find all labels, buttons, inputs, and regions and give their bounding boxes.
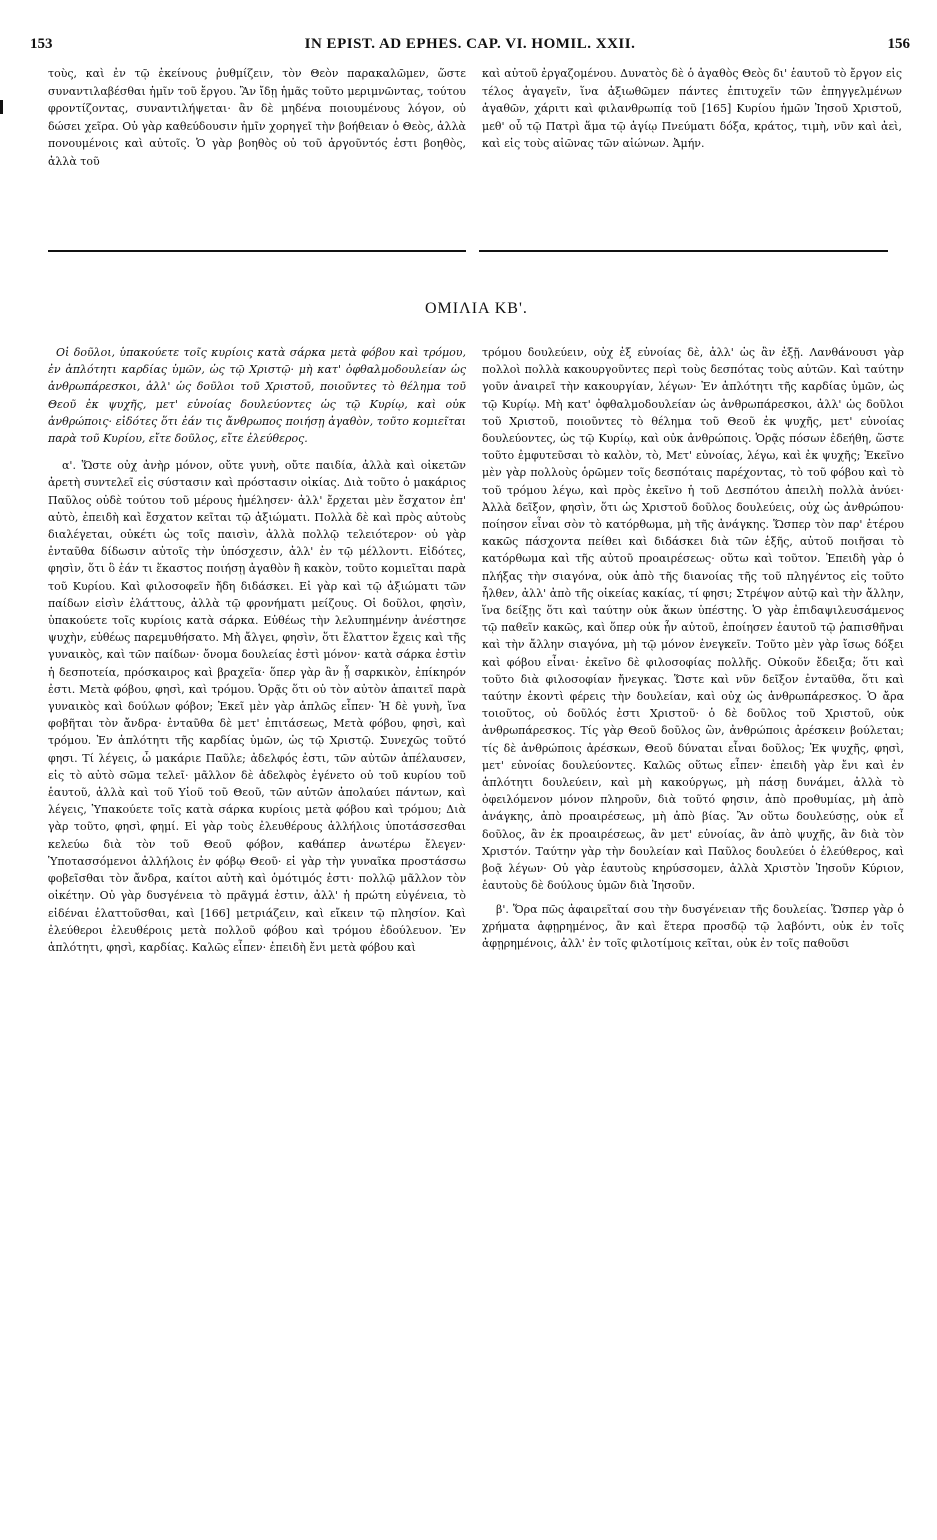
section-a-paragraph: α'. Ὥστε οὐχ ἀνὴρ μόνον, οὔτε γυνὴ, οὔτε παιδία, ἀλλὰ καὶ οἰκετῶν ἀρετὴ συντελεῖ εἰς σύστασιν καὶ πρόστασιν οἰκίας. Διὰ τοῦτο ὁ μακάριος Παῦλος οὐδὲ τούτου τοῦ μέρους ἠμέλησεν· ἀλλ' ἔρχεται μὲν ἔσχατον ἐπ' αὐτὸ, ἐπειδὴ καὶ ἔσχατον κεῖται τῷ ἀξιώματι. Πολλὰ δὲ καὶ πρὸς αὐτοὺς διαλέγεται, οὐκέτι ὡς τοῖς παισὶν, ἀλλὰ πολλῷ τελειότερον· οὐ γὰρ ἐνταῦθα δίδωσιν αὐτοῖς τὴν ὑπόσχεσιν, ἀλλ' ἐν τῷ μέλλοντι. Εἰδότες, φησὶν, ὅτι ὃ ἐάν τι ἕκαστος ποιήσῃ ἀγαθὸν ἢ κακὸν, τοῦτο κομιεῖται παρὰ τοῦ Κυρίου. Καὶ φιλοσοφεῖν ἤδη διδάσκει. Εἰ γὰρ καὶ τῷ ἀξιώματι τῶν παίδων εἰσὶν ἐλάττους, ἀλλὰ τῷ φρονήματι μείζους. Οἱ δοῦλοι, φησὶν, ὑπακούετε τοῖς κυρίοις κατὰ σάρκα. Εὐθέως τὴν λελυπημένην ἀνέστησε ψυχὴν, εὐθέως παρεμυθήσατο. Μὴ ἄλγει, φησὶν, ὅτι ἔλαττον ἔχεις καὶ τῆς γυναικὸς, καὶ τῶν παίδων· ὄνομα δουλείας ἐστὶ μόνον· κατὰ σάρκα ἐστὶν ἡ δεσποτεία, πρόσκαιρος καὶ βραχεῖα· ὅπερ γὰρ ἂν ᾖ σαρκικὸν, ἐπίκηρόν ἐστι. Μετὰ φόβου, φησὶ, καὶ τρόμου. Ὁρᾷς ὅτι οὐ τὸν αὐτὸν ἀπαιτεῖ παρὰ γυναικὸς καὶ δούλων φόβον; Ἐκεῖ μὲν γὰρ ἁπλῶς εἶπεν· Ἡ δὲ γυνὴ, ἵνα φοβῆται τὸν ἄνδρα· ἐνταῦθα δὲ μετ' ἐπιτάσεως, Μετὰ φόβου, φησὶ, καὶ τρόμου. Ἐν ἁπλότητι τῆς καρδίας ὑμῶν, ὡς τῷ Χριστῷ. Συνεχῶς τοῦτό φησι. Τί λέγεις, ὦ μακάριε Παῦλε; ἀδελφός ἐστι, τῶν αὐτῶν ἀπέλαυσεν, εἰς τὸ αὐτὸ σῶμα τελεῖ· μᾶλλον δὲ ἀδελφὸς ἐγένετο οὐ τοῦ κυρίου τοῦ ἑαυτοῦ, ἀλλὰ καὶ τοῦ Υἱοῦ τοῦ Θεοῦ, τῶν αὐτῶν ἀπολαύει πάντων, καὶ λέγεις, Ὑπακούετε τοῖς κατὰ σάρκα κυρίοις μετὰ φόβου καὶ τρόμου; Διὰ γὰρ τοῦτο, φησὶ, φημί. Εἰ γὰρ τοὺς ἐλευθέρους ἀλλήλοις ὑποτάσσεσθαι κελεύω διὰ τὸν τοῦ Θεοῦ φόβον, καθάπερ ἀνωτέρω ἔλεγεν· Ὑποτασσόμενοι ἀλλήλοις ἐν φόβῳ Θεοῦ· εἰ γὰρ τὴν γυναῖκα προστάσσω φοβεῖσθαι τὸν ἄνδρα, καίτοι αὐτὴ καὶ ὁμότιμός ἐστι· πολλῷ μᾶλλον τὸν οἰκέτην. Οὐ γὰρ δυσγένεια τὸ πρᾶγμά ἐστιν, ἀλλ' ἡ πρώτη εὐγένεια, τὸ εἰδέναι ἐλαττοῦσθαι, καὶ [166] μετριάζειν, καὶ εἴκειν τῷ πλησίον. Καὶ ἐλεύθεροι ἐλευθέροις μετὰ πολλοῦ φόβου καὶ τρόμου ἐδούλευον. Ἐν ἁπλότητι, φησὶ, καρδίας. Καλῶς εἶπεν· ἐπειδὴ ἔνι μετὰ φόβου καὶ — [48, 459, 466, 954]
section-divider-right — [479, 250, 888, 252]
top-right-paragraph: καὶ αὐτοῦ ἐργαζομένου. Δυνατὸς δὲ ὁ ἀγαθὸς Θεὸς δι' ἑαυτοῦ τὸ ἔργον εἰς τέλος ἀγαγεῖν, ἵνα ἀξιωθῶμεν πάντες ἐπιτυχεῖν τῶν ἐπηγγελμένων ἀγαθῶν, χάριτι καὶ φιλανθρωπίᾳ τοῦ [165] Κυρίου ἡμῶν Ἰησοῦ Χριστοῦ, μεθ' οὗ τῷ Πατρὶ ἅμα τῷ ἁγίῳ Πνεύματι δόξα, κράτος, τιμὴ, νῦν καὶ ἀεὶ, καὶ εἰς τοὺς αἰῶνας τῶν αἰώνων. Ἀμήν. — [482, 67, 902, 151]
running-header — [30, 36, 910, 58]
section-divider-left — [48, 250, 466, 252]
homily-title: ΟΜΙΛΙΑ ΚΒ'. — [425, 300, 528, 317]
bottom-left-column — [48, 344, 466, 956]
section-b-paragraph: β'. Ὅρα πῶς ἀφαιρεῖταί σου τὴν δυσγένειαν τῆς δουλείας. Ὥσπερ γὰρ ὁ χρήματα ἀφῃρημένος, ἂν καὶ ἕτερα προσδῷ τῷ λαβόντι, οὐκ ἐν τοῖς ἀφῃρημένοις, ἀλλ' ἐν τοῖς φιλοτίμοις κεῖται, οὐκ ἐν τοῖς παθοῦσι — [482, 902, 904, 950]
top-right-column — [482, 65, 902, 153]
page-number-left: 153 — [30, 36, 53, 52]
margin-mark — [0, 100, 3, 114]
bottom-right-column — [482, 344, 904, 952]
page-number-right: 156 — [887, 36, 910, 52]
top-left-paragraph: τοὺς, καὶ ἐν τῷ ἐκείνους ῥυθμίζειν, τὸν Θεὸν παρακαλῶμεν, ὥστε συναντιλαβέσθαι ἡμῖν τοῦ ἔργου. Ἂν ἴδῃ ἡμᾶς τοῦτο μεριμνῶντας, τούτου φροντίζοντας, συναντιλήψεται· ἂν δὲ μηδένα ποιουμένους λόγον, οὐ δώσει χεῖρα. Οὐ γὰρ καθεύδουσιν ἡμῖν χορηγεῖ τὴν βοήθειαν ὁ Θεὸς, ἀλλὰ πονουμένοις καὶ αὐτοῖς. Ὁ γὰρ βοηθὸς οὐ τοῦ ἀργοῦντός ἐστι βοηθὸς, ἀλλὰ τοῦ — [48, 67, 466, 168]
right-column-paragraph: τρόμου δουλεύειν, οὐχ ἐξ εὐνοίας δὲ, ἀλλ' ὡς ἂν ἐξῇ. Λανθάνουσι γὰρ πολλοὶ πολλὰ κακουργοῦντες περὶ τοὺς δεσπότας τοὺς αὐτῶν. Καὶ ταύτην γοῦν ἀναιρεῖ τὴν κακουργίαν, λέγων· Ἐν ἁπλότητι τῆς καρδίας ὑμῶν, ὡς τῷ Κυρίῳ. Μὴ κατ' ὀφθαλμοδουλείαν ὡς ἀνθρωπάρεσκοι, ἀλλ' ὡς δοῦλοι τοῦ Χριστοῦ, ποιοῦντες τὸ θέλημα τοῦ Θεοῦ ἐκ ψυχῆς, μετ' εὐνοίας δουλεύοντες, ὡς τῷ Κυρίῳ, καὶ οὐκ ἀνθρώποις. Ὁρᾷς πόσων ἐδεήθη, ὥστε τοῦτο ἐμφυτεῦσαι τὸ καλὸν, τὸ, Μετ' εὐνοίας, λέγω, καὶ ἐκ ψυχῆς; Ἐκεῖνο μὲν γὰρ πολλοὺς ὁρῶμεν τοῖς δεσπόταις παρέχοντας, τὸ τοῦ φόβου καὶ τὸ τοῦ τρόμου λέγω, καὶ πρὸς ἐκεῖνο ἡ τοῦ Δεσπότου ἀπειλὴ πολλὰ ἀνύει· Ἀλλὰ δεῖξον, φησὶν, ὅτι ὡς Χριστοῦ δοῦλος δουλεύεις, οὐχ ὡς ἀνθρώπου· ποίησον εἶναι σὸν τὸ κατόρθωμα, μὴ τῆς ἀνάγκης. Ὥσπερ τὸν παρ' ἑτέρου κακῶς πάσχοντα πείθει καὶ διδάσκει διὰ τῶν ἑξῆς, αὐτοῦ ποιῆσαι τὸ κατόρθωμα καὶ τῆς αὐτοῦ προαιρέσεως· οὕτω καὶ τοῦτον. Ἐπειδὴ γὰρ ὁ πλήξας τὴν σιαγόνα, οὐκ ἀπὸ τῆς διανοίας τῆς τοῦ πληγέντος εἰς τοῦτο ἦλθεν, ἀλλ' ἀπὸ τῆς οἰκείας κακίας, τί φησι; Στρέψον αὐτῷ καὶ τὴν ἄλλην, ἵνα δείξῃς ὅτι καὶ ταύτην οὐκ ἄκων ὑπέστης. Ὁ γὰρ ἐπιδαψιλευσάμενος τῷ παθεῖν κακῶς, καὶ ὅπερ οὐκ ἦν αὐτοῦ, ἐποίησεν ἑαυτοῦ τῷ ῥαπισθῆναι καὶ τὴν ἄλλην σιαγόνα, μὴ τῷ μόνον ἐνεγκεῖν. Τοῦτο μὲν γὰρ ἴσως δόξει καὶ φόβου εἶναι· ἐκεῖνο δὲ φιλοσοφίας πολλῆς. Οὐκοῦν ἔδειξα; ὅτι καὶ τοῦτο διὰ φιλοσοφίαν ἤνεγκας. Ὥστε καὶ νῦν δεῖξον ἐνταῦθα, ὅτι καὶ ταύτην ἑκοντὶ φέρεις τὴν δουλείαν, καὶ οὐχ ὡς ἀνθρωπάρεσκος. Ὁ ἄρα τοιοῦτος, οὐ δοῦλός ἐστι Χριστοῦ· ὁ δὲ δοῦλος τοῦ Χριστοῦ, οὐκ ἀνθρωπάρεσκος. Τίς γὰρ Θεοῦ δοῦλος ὢν, ἀνθρώποις ἀρέσκειν βούλεται; τίς δὲ ἀνθρώποις ἀρέσκων, Θεοῦ δύναται εἶναι δοῦλος; Ἐκ ψυχῆς, φησὶ, μετ' εὐνοίας δουλεύοντες. Καλῶς οὕτως εἶπεν· ἐπειδὴ γὰρ ἔνι καὶ ἐν ἁπλότητι δουλεύειν, καὶ μὴ κακούργως, μὴ πάσῃ δυνάμει, ἀλλὰ τὸ ὀφειλόμενον μόνον πληροῦν, διὰ τοῦτό φησιν, ἀπὸ προθυμίας, μὴ ἀπὸ ἀνάγκης, ἀπὸ προαιρέσεως, μὴ ἀπὸ βίας. Ἂν οὕτω δουλεύσῃς, οὐκ εἶ δοῦλος, ἂν ἐκ προαιρέσεως, ἂν μετ' εὐνοίας, ἂν ἀπὸ ψυχῆς, ἂν διὰ τὸν Χριστόν. Ταύτην γὰρ τὴν δουλείαν καὶ Παῦλος δουλεύει ὁ ἐλεύθερος, καὶ βοᾷ λέγων· Οὐ γὰρ ἑαυτοὺς κηρύσσομεν, ἀλλὰ Χριστὸν Ἰησοῦν Κύριον, ἑαυτοὺς δὲ δούλους ὑμῶν διὰ Ἰησοῦν. — [482, 346, 904, 893]
running-title: IN EPIST. AD EPHES. CAP. VI. HOMIL. XXII. — [304, 36, 636, 52]
scripture-verse: Οἱ δοῦλοι, ὑπακούετε τοῖς κυρίοις κατὰ σάρκα μετὰ φόβου καὶ τρόμου, ἐν ἁπλότητι καρδίας ὑμῶν, ὡς τῷ Χριστῷ· μὴ κατ' ὀφθαλμοδουλείαν ὡς ἀνθρωπάρεσκοι, ἀλλ' ὡς δοῦλοι τοῦ Χριστοῦ, ποιοῦντες τὸ θέλημα τοῦ Θεοῦ ἐκ ψυχῆς, μετ' εὐνοίας δουλεύοντες ὡς τῷ Κυρίῳ, καὶ οὐκ ἀνθρώποις· εἰδότες ὅτι ἐάν τις ἄνθρωπος ποιήσῃ ἀγαθὸν, τοῦτο κομιεῖται παρὰ τοῦ Κυρίου, εἴτε δοῦλος, εἴτε ἐλεύθερος. — [48, 346, 466, 446]
top-left-column — [48, 65, 466, 171]
